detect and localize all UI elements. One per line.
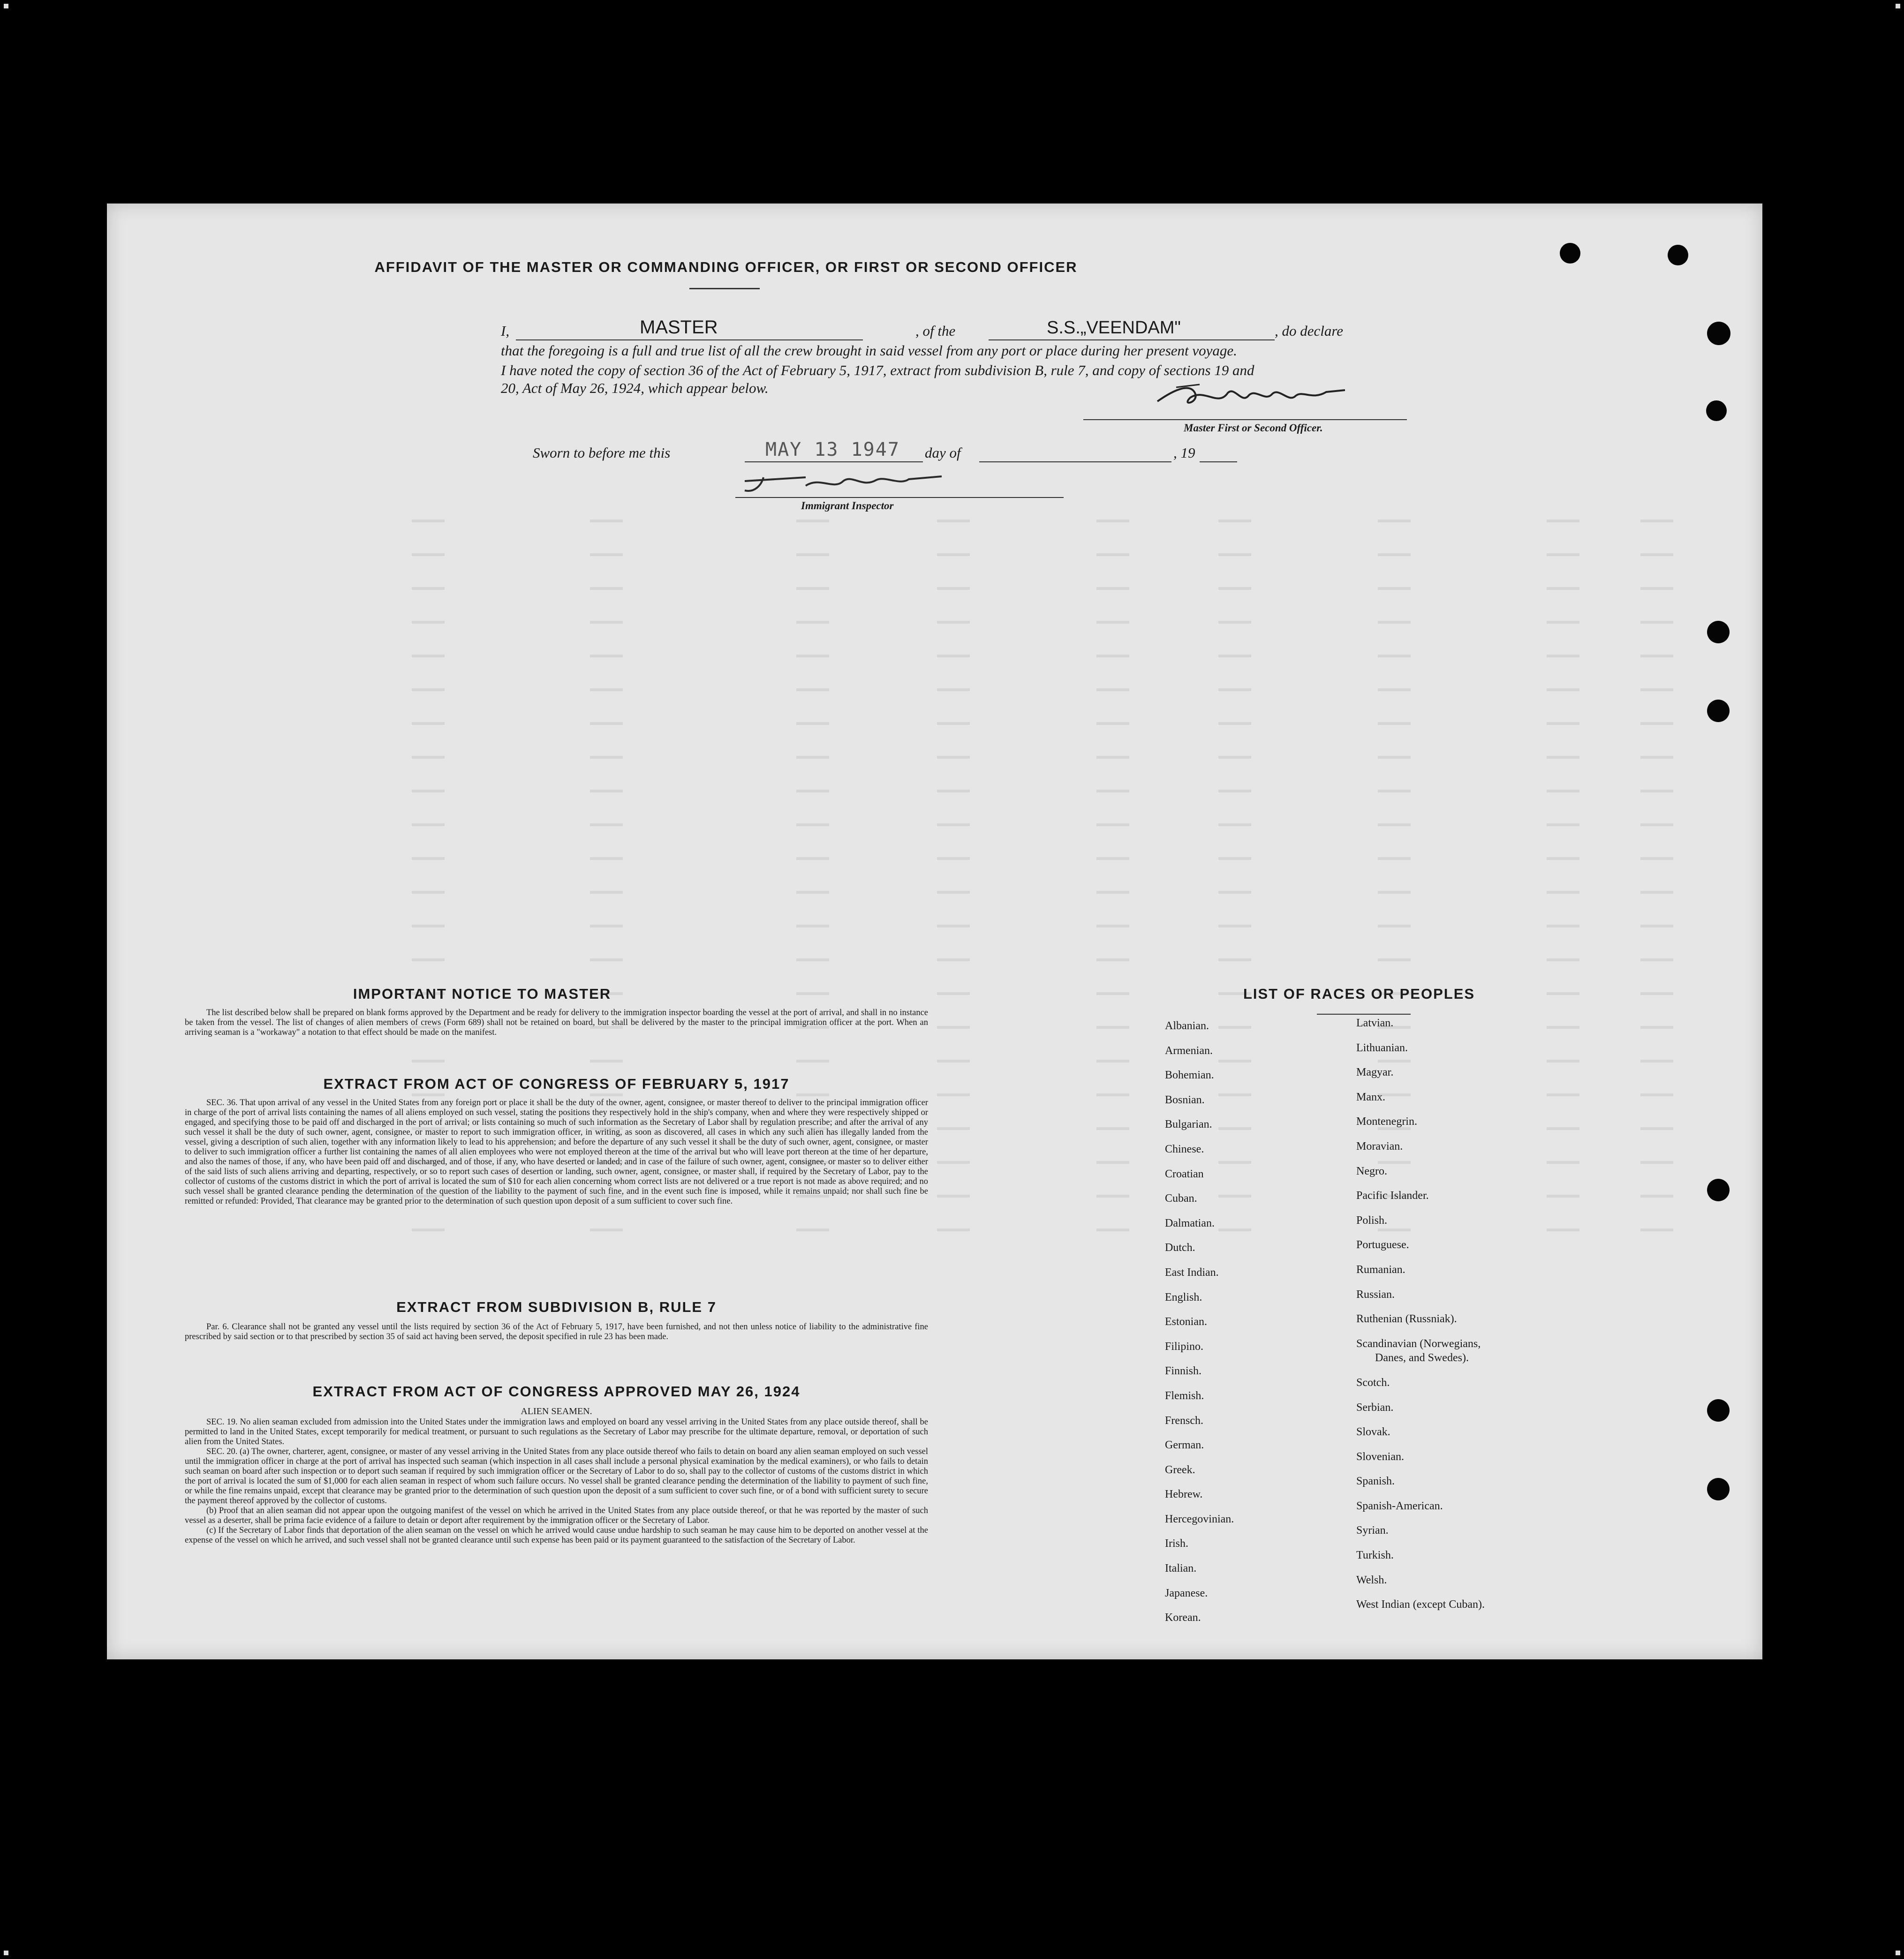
bleed-through-mark bbox=[1096, 790, 1129, 792]
bleed-through-mark bbox=[590, 722, 623, 725]
bleed-through-row bbox=[327, 614, 1767, 633]
bleed-through-mark bbox=[1378, 790, 1411, 792]
bleed-through-mark bbox=[1378, 891, 1411, 894]
bleed-through-mark bbox=[1096, 1060, 1129, 1062]
bleed-through-mark bbox=[796, 1060, 829, 1062]
races-right-column bbox=[1356, 1011, 1485, 1617]
race-item: Lithuanian. bbox=[1356, 1041, 1408, 1054]
extract-1924-title: EXTRACT FROM ACT OF CONGRESS APPROVED MAY 26, 1924 bbox=[312, 1383, 801, 1400]
bleed-through-mark bbox=[1640, 857, 1673, 860]
bleed-through-mark bbox=[796, 823, 829, 826]
punch-hole bbox=[1706, 400, 1727, 421]
bleed-through-mark bbox=[412, 1093, 445, 1096]
bleed-through-mark bbox=[1096, 722, 1129, 725]
race-item: Estonian. bbox=[1165, 1316, 1207, 1328]
bleed-through-mark bbox=[1378, 688, 1411, 691]
notice-text bbox=[185, 1008, 928, 1038]
alien-seamen-subtitle: ALIEN SEAMEN. bbox=[521, 1406, 592, 1417]
bleed-through-row bbox=[327, 1053, 1767, 1072]
bleed-through-mark bbox=[1218, 688, 1251, 691]
bleed-through-mark bbox=[1378, 722, 1411, 725]
race-item: Portuguese. bbox=[1356, 1239, 1409, 1251]
bleed-through-mark bbox=[1218, 587, 1251, 590]
bleed-through-mark bbox=[1547, 621, 1579, 624]
of-the-label: , of the bbox=[915, 323, 956, 339]
race-item: Cuban. bbox=[1165, 1192, 1197, 1205]
document-page bbox=[107, 203, 1762, 1659]
bleed-through-row bbox=[327, 884, 1767, 903]
punch-hole bbox=[1707, 322, 1730, 345]
bleed-through-mark bbox=[1640, 958, 1673, 961]
race-item: Filipino. bbox=[1165, 1340, 1204, 1353]
bleed-through-mark bbox=[937, 1161, 970, 1164]
bleed-through-mark bbox=[412, 655, 445, 657]
bleed-through-mark bbox=[1096, 891, 1129, 894]
bleed-through-mark bbox=[1640, 1060, 1673, 1062]
race-item: Greek. bbox=[1165, 1463, 1195, 1476]
bleed-through-mark bbox=[796, 891, 829, 894]
declaration-i-label: I, bbox=[501, 323, 510, 339]
bleed-through-mark bbox=[1547, 857, 1579, 860]
bleed-through-mark bbox=[412, 1060, 445, 1062]
race-item: Finnish. bbox=[1165, 1365, 1202, 1378]
bleed-through-mark bbox=[1218, 823, 1251, 826]
race-item: West Indian (except Cuban). bbox=[1356, 1598, 1485, 1611]
bleed-through-mark bbox=[1378, 520, 1411, 522]
bleed-through-mark bbox=[937, 1093, 970, 1096]
bleed-through-mark bbox=[1096, 1195, 1129, 1198]
bleed-through-mark bbox=[937, 1060, 970, 1062]
bleed-through-mark bbox=[412, 722, 445, 725]
bleed-through-mark bbox=[412, 553, 445, 556]
bleed-through-mark bbox=[937, 958, 970, 961]
bleed-through-row bbox=[327, 648, 1767, 667]
bleed-through-mark bbox=[796, 621, 829, 624]
bleed-through-mark bbox=[796, 688, 829, 691]
bleed-through-row bbox=[327, 817, 1767, 836]
declaration-line-3: 20, Act of May 26, 1924, which appear below. bbox=[501, 380, 769, 396]
bleed-through-mark bbox=[412, 688, 445, 691]
bleed-through-mark bbox=[937, 1127, 970, 1130]
frame-corner-mark bbox=[1896, 1951, 1900, 1955]
bleed-through-mark bbox=[1096, 1093, 1129, 1096]
race-item: Scandinavian (Norwegians, bbox=[1356, 1337, 1481, 1350]
affidavit-title: AFFIDAVIT OF THE MASTER OR COMMANDING OFFICER, OR FIRST OR SECOND OFFICER bbox=[374, 259, 1078, 275]
race-item: Spanish-American. bbox=[1356, 1499, 1443, 1512]
race-item: German. bbox=[1165, 1439, 1204, 1452]
sec20b-paragraph: (b) Proof that an alien seaman did not appear upon the outgoing manifest of the vessel on which he arrived in the United States from any place outside thereof, or that he was reported by the master of such vessel as a deserter, shall be prima facie evidence of a failure to detain or deport after requirement by the immigration officer or the Secretary of Labor. bbox=[185, 1506, 928, 1525]
master-signature bbox=[1148, 379, 1359, 416]
bleed-through-mark bbox=[590, 553, 623, 556]
bleed-through-mark bbox=[1218, 756, 1251, 759]
bleed-through-mark bbox=[590, 756, 623, 759]
bleed-through-mark bbox=[412, 790, 445, 792]
race-item: Serbian. bbox=[1356, 1401, 1394, 1414]
extract-1924-text bbox=[185, 1406, 928, 1545]
race-item: Manx. bbox=[1356, 1091, 1385, 1103]
bleed-through-mark bbox=[412, 756, 445, 759]
bleed-through-mark bbox=[1096, 655, 1129, 657]
race-item: Chinese. bbox=[1165, 1143, 1204, 1155]
bleed-through-mark bbox=[1640, 1127, 1673, 1130]
bleed-through-mark bbox=[1547, 925, 1579, 927]
rank-underline bbox=[516, 339, 863, 340]
bleed-through-mark bbox=[1096, 553, 1129, 556]
race-item: Welsh. bbox=[1356, 1574, 1387, 1586]
punch-hole bbox=[1707, 621, 1730, 643]
bleed-through-mark bbox=[590, 655, 623, 657]
race-item: Japanese. bbox=[1165, 1587, 1208, 1599]
bleed-through-mark bbox=[1640, 1093, 1673, 1096]
bleed-through-row bbox=[327, 682, 1767, 701]
bleed-through-mark bbox=[1096, 1228, 1129, 1231]
punch-hole bbox=[1560, 243, 1580, 264]
bleed-through-mark bbox=[1640, 1195, 1673, 1198]
declaration-line-2: I have noted the copy of section 36 of the Act of February 5, 1917, extract from subdivision B, rule 7, and copy of sections 19 and bbox=[501, 362, 1254, 378]
bleed-through-mark bbox=[937, 891, 970, 894]
bleed-through-mark bbox=[796, 655, 829, 657]
bleed-through-mark bbox=[796, 992, 829, 995]
bleed-through-mark bbox=[412, 958, 445, 961]
bleed-through-mark bbox=[1378, 756, 1411, 759]
bleed-through-mark bbox=[1378, 823, 1411, 826]
month-underline bbox=[979, 461, 1171, 462]
bleed-through-mark bbox=[1547, 1026, 1579, 1029]
bleed-through-mark bbox=[1218, 722, 1251, 725]
race-item: Magyar. bbox=[1356, 1066, 1394, 1079]
bleed-through-mark bbox=[1096, 756, 1129, 759]
bleed-through-mark bbox=[1547, 1195, 1579, 1198]
bleed-through-row bbox=[327, 918, 1767, 937]
race-item: Bosnian. bbox=[1165, 1093, 1205, 1106]
bleed-through-mark bbox=[937, 790, 970, 792]
vessel-typed: S.S.„VEENDAM" bbox=[1047, 318, 1181, 338]
bleed-through-mark bbox=[1640, 553, 1673, 556]
bleed-through-mark bbox=[1640, 992, 1673, 995]
inspector-caption: Immigrant Inspector bbox=[801, 500, 894, 512]
bleed-through-mark bbox=[1640, 925, 1673, 927]
race-item: Bulgarian. bbox=[1165, 1118, 1212, 1131]
bleed-through-mark bbox=[412, 925, 445, 927]
bleed-through-mark bbox=[590, 621, 623, 624]
race-item: Flemish. bbox=[1165, 1389, 1204, 1402]
races-title: LIST OF RACES OR PEOPLES bbox=[1243, 986, 1475, 1002]
year-underline bbox=[1200, 461, 1237, 462]
bleed-through-mark bbox=[412, 621, 445, 624]
notice-paragraph: The list described below shall be prepared on blank forms approved by the Department and be ready for delivery to the immigration inspector boarding the vessel at the port of arrival, and shall in no instance be taken from the vessel. The list of changes of alien members of crews (Form 689) shall not be retained on board, but shall be delivered by the master to the principal immigration officer at the port. When an arriving seaman is a "workaway" a notation to that effect should be made on the manifest. bbox=[185, 1008, 928, 1037]
bleed-through-mark bbox=[590, 925, 623, 927]
race-item: Irish. bbox=[1165, 1537, 1188, 1550]
bleed-through-mark bbox=[1640, 1026, 1673, 1029]
bleed-through-mark bbox=[1378, 925, 1411, 927]
bleed-through-mark bbox=[937, 520, 970, 522]
frame-corner-mark bbox=[4, 1951, 8, 1955]
punch-hole bbox=[1707, 700, 1730, 722]
bleed-through-mark bbox=[1547, 587, 1579, 590]
bleed-through-mark bbox=[1218, 520, 1251, 522]
extract-1917-text bbox=[185, 1098, 928, 1206]
bleed-through-mark bbox=[1547, 722, 1579, 725]
race-item: Negro. bbox=[1356, 1165, 1387, 1177]
bleed-through-mark bbox=[590, 688, 623, 691]
sec19-paragraph: SEC. 19. No alien seaman excluded from admission into the United States under the immigration laws and employed on board any vessel arriving in the United States from any place outside thereof, shall be permitted to land in the United States, except temporarily for medical treatment, or pursuant to such regulations as the Secretary of Labor may prescribe for the ultimate departure, removal, or deportation of such alien from the United States. bbox=[185, 1417, 928, 1447]
sec20a-paragraph: SEC. 20. (a) The owner, charterer, agent, consignee, or master of any vessel arriving in the United States from any place outside thereof who fails to detain on board any alien seaman employed on such vessel until the immigration officer in charge at the port of arrival has inspected such seaman (which inspection in all cases shall include a personal physical examination by the medical examiners), or who fails to detain such seaman on board after such inspection or to deport such seaman if required by such immigration officer or the Secretary of Labor to do so, shall pay to the collector of customs of the customs district in which the port of arrival is located the sum of $1,000 for each alien seaman in respect of whom such failure occurs. No vessel shall be granted clearance pending the determination of the liability to payment of such fine, or while the fine remains unpaid, except that clearance may be granted prior to the determination of such question upon the deposit of a sum sufficient to cover such fine, or of a bond with sufficient surety to secure the payment thereof approved by the collector of customs. bbox=[185, 1447, 928, 1506]
race-item: Turkish. bbox=[1356, 1549, 1394, 1562]
bleed-through-mark bbox=[1640, 688, 1673, 691]
bleed-through-mark bbox=[1218, 790, 1251, 792]
bleed-through-mark bbox=[937, 688, 970, 691]
bleed-through-mark bbox=[1547, 1228, 1579, 1231]
bleed-through-mark bbox=[796, 1093, 829, 1096]
bleed-through-mark bbox=[1547, 1127, 1579, 1130]
bleed-through-mark bbox=[1218, 655, 1251, 657]
bleed-through-row bbox=[327, 749, 1767, 768]
rank-typed: MASTER bbox=[640, 317, 718, 338]
bleed-through-mark bbox=[937, 992, 970, 995]
race-item: Albanian. bbox=[1165, 1020, 1209, 1032]
vessel-underline bbox=[989, 339, 1275, 340]
bleed-through-mark bbox=[796, 520, 829, 522]
race-item: Scotch. bbox=[1356, 1376, 1390, 1389]
bleed-through-row bbox=[327, 513, 1767, 532]
sworn-date-underline bbox=[745, 461, 923, 462]
bleed-through-mark bbox=[1096, 1026, 1129, 1029]
bleed-through-mark bbox=[1547, 823, 1579, 826]
bleed-through-mark bbox=[1640, 790, 1673, 792]
bleed-through-row bbox=[327, 783, 1767, 802]
title-rule bbox=[689, 288, 760, 289]
bleed-through-mark bbox=[796, 756, 829, 759]
frame-corner-mark bbox=[1896, 4, 1900, 8]
bleed-through-mark bbox=[937, 756, 970, 759]
bleed-through-mark bbox=[796, 925, 829, 927]
race-item: Italian. bbox=[1165, 1562, 1197, 1575]
bleed-through-mark bbox=[1640, 655, 1673, 657]
bleed-through-mark bbox=[937, 553, 970, 556]
bleed-through-mark bbox=[1640, 621, 1673, 624]
race-item: English. bbox=[1165, 1291, 1202, 1303]
sworn-label: Sworn to before me this bbox=[533, 445, 671, 461]
extract-1917-title: EXTRACT FROM ACT OF CONGRESS OF FEBRUARY 5, 1917 bbox=[323, 1076, 790, 1092]
race-item: Slovak. bbox=[1356, 1426, 1390, 1439]
race-item: Montenegrin. bbox=[1356, 1115, 1417, 1128]
bleed-through-mark bbox=[590, 520, 623, 522]
sec20c-paragraph: (c) If the Secretary of Labor finds that deportation of the alien seaman on the vessel on which he arrived would cause undue hardship to such seaman he may cause him to be deported on another vessel at the expense of the vessel on which he arrived, and such vessel shall not be granted clearance until such expense has been paid or its payment guaranteed to the satisfaction of the Secretary of Labor. bbox=[185, 1526, 928, 1545]
race-item: Frensch. bbox=[1165, 1414, 1203, 1427]
bleed-through-mark bbox=[1096, 823, 1129, 826]
bleed-through-mark bbox=[937, 722, 970, 725]
bleed-through-mark bbox=[1378, 621, 1411, 624]
bleed-through-mark bbox=[1218, 621, 1251, 624]
race-item: Korean. bbox=[1165, 1612, 1201, 1624]
bleed-through-mark bbox=[937, 857, 970, 860]
race-item: Dutch. bbox=[1165, 1242, 1195, 1254]
bleed-through-mark bbox=[1218, 891, 1251, 894]
race-item: Syrian. bbox=[1356, 1524, 1389, 1537]
bleed-through-mark bbox=[590, 857, 623, 860]
sec36-paragraph: SEC. 36. That upon arrival of any vessel in the United States from any foreign port or place it shall be the duty of the owner, agent, consignee, or master thereof to deliver to the principal immigration officer in charge of the port of arrival lists containing the names of all aliens employed on such vessel, stating the positions they respectively hold in the ship's company, when and where they were respectively shipped or engaged, and specifying those to be paid off and discharged in the port of arrival; or lists containing so much of such information as the Secretary of Labor shall by regulation prescribe; and after the arrival of any such vessel it shall be the duty of such owner, agent, consignee, or master to report to such immigration officer, in writing, as soon as discovered, all cases in which any such alien has illegally landed from the vessel, giving a description of such alien, together with any information likely to lead to his apprehension; and before the departure of any such vessel it shall be the duty of such owner, agent, consignee, or master to deliver to such immigration officer a further list containing the names of all alien employees who were not employed thereon at the time of the arrival but who will leave port thereon at the time of her departure, and also the names of those, if any, who have been paid off and discharged, and of those, if any, who have deserted or landed; and in case of the failure of such owner, agent, consignee, or master so to deliver either of the said lists of such aliens arriving and departing, respectively, or so to report such cases of desertion or landing, such owner, agent, consignee, or master shall, if required by the Secretary of Labor, pay to the collector of customs of the customs district in which the port of arrival is located the sum of $10 for each alien concerning whom correct lists are not delivered or a true report is not made as above required; and no such vessel shall be granted clearance pending the determination of the question of the liability to the payment of such fine, and in the event such fine is imposed, while it remains unpaid; nor shall such fine be remitted or refunded: Provided, That clearance may be granted prior to the determination of such question upon deposit of a sum sufficient to cover such fine. bbox=[185, 1098, 928, 1206]
bleed-through-mark bbox=[1218, 958, 1251, 961]
rule7-paragraph: Par. 6. Clearance shall not be granted any vessel until the lists required by section 36 of the Act of February 5, 1917, have been furnished, and not then unless notice of liability to the administrative fine prescribed by said section or to that prescribed by section 35 of said act having been served, the deposit specified in rule 23 has been made. bbox=[185, 1322, 928, 1341]
bleed-through-mark bbox=[1096, 1127, 1129, 1130]
bleed-through-mark bbox=[1096, 925, 1129, 927]
race-item: Polish. bbox=[1356, 1214, 1388, 1227]
bleed-through-mark bbox=[1096, 688, 1129, 691]
bleed-through-mark bbox=[1547, 891, 1579, 894]
race-item: Armenian. bbox=[1165, 1044, 1213, 1057]
bleed-through-mark bbox=[796, 790, 829, 792]
bleed-through-mark bbox=[1547, 553, 1579, 556]
race-item: Danes, and Swedes). bbox=[1375, 1352, 1469, 1364]
bleed-through-row bbox=[327, 851, 1767, 869]
bleed-through-mark bbox=[590, 1060, 623, 1062]
bleed-through-mark bbox=[1378, 587, 1411, 590]
bleed-through-mark bbox=[590, 891, 623, 894]
bleed-through-mark bbox=[1547, 1060, 1579, 1062]
bleed-through-mark bbox=[412, 891, 445, 894]
bleed-through-row bbox=[327, 716, 1767, 734]
bleed-through-mark bbox=[1640, 756, 1673, 759]
bleed-through-mark bbox=[937, 621, 970, 624]
bleed-through-mark bbox=[1547, 1161, 1579, 1164]
bleed-through-mark bbox=[796, 1228, 829, 1231]
bleed-through-mark bbox=[937, 587, 970, 590]
bleed-through-mark bbox=[1096, 520, 1129, 522]
bleed-through-row bbox=[327, 1222, 1767, 1241]
bleed-through-mark bbox=[412, 857, 445, 860]
bleed-through-mark bbox=[590, 587, 623, 590]
bleed-through-mark bbox=[1096, 958, 1129, 961]
race-item: Moravian. bbox=[1356, 1140, 1403, 1153]
bleed-through-mark bbox=[1547, 688, 1579, 691]
bleed-through-mark bbox=[796, 553, 829, 556]
master-caption: Master First or Second Officer. bbox=[1184, 422, 1323, 434]
race-item: Latvian. bbox=[1356, 1017, 1394, 1029]
bleed-through-mark bbox=[1640, 587, 1673, 590]
bleed-through-mark bbox=[937, 823, 970, 826]
day-of-label: day of bbox=[925, 445, 961, 461]
race-item: Spanish. bbox=[1356, 1475, 1395, 1488]
bleed-through-mark bbox=[412, 1228, 445, 1231]
bleed-through-mark bbox=[1547, 790, 1579, 792]
bleed-through-mark bbox=[412, 587, 445, 590]
bleed-through-mark bbox=[1640, 722, 1673, 725]
year-prefix: , 19 bbox=[1173, 445, 1195, 461]
race-item: Hercegovinian. bbox=[1165, 1513, 1234, 1525]
race-item: Hebrew. bbox=[1165, 1488, 1203, 1501]
bleed-through-mark bbox=[796, 857, 829, 860]
bleed-through-mark bbox=[1096, 857, 1129, 860]
race-item: Bohemian. bbox=[1165, 1069, 1214, 1082]
bleed-through-mark bbox=[590, 823, 623, 826]
bleed-through-mark bbox=[412, 520, 445, 522]
bleed-through-mark bbox=[590, 790, 623, 792]
race-item: East Indian. bbox=[1165, 1266, 1219, 1279]
races-left-column bbox=[1165, 1014, 1234, 1630]
bleed-through-mark bbox=[1378, 655, 1411, 657]
bleed-through-mark bbox=[1218, 925, 1251, 927]
race-item: Slovenian. bbox=[1356, 1450, 1404, 1463]
race-item: Pacific Islander. bbox=[1356, 1190, 1429, 1202]
bleed-through-row bbox=[327, 952, 1767, 971]
bleed-through-mark bbox=[937, 655, 970, 657]
punch-hole bbox=[1707, 1179, 1730, 1201]
rule7-title: EXTRACT FROM SUBDIVISION B, RULE 7 bbox=[396, 1299, 717, 1315]
bleed-through-mark bbox=[1640, 891, 1673, 894]
sworn-date-stamp: MAY 13 1947 bbox=[765, 439, 900, 460]
punch-hole bbox=[1707, 1399, 1730, 1422]
bleed-through-mark bbox=[796, 722, 829, 725]
bleed-through-mark bbox=[1547, 1093, 1579, 1096]
bleed-through-mark bbox=[1547, 992, 1579, 995]
bleed-through-mark bbox=[937, 925, 970, 927]
bleed-through-mark bbox=[1547, 655, 1579, 657]
bleed-through-mark bbox=[937, 1195, 970, 1198]
race-item: Ruthenian (Russniak). bbox=[1356, 1313, 1457, 1326]
bleed-through-mark bbox=[412, 823, 445, 826]
bleed-through-mark bbox=[1378, 553, 1411, 556]
bleed-through-mark bbox=[1640, 1228, 1673, 1231]
bleed-through-mark bbox=[796, 587, 829, 590]
bleed-through-mark bbox=[1547, 756, 1579, 759]
bleed-through-mark bbox=[1096, 621, 1129, 624]
bleed-through-mark bbox=[590, 1093, 623, 1096]
race-item: Rumanian. bbox=[1356, 1263, 1405, 1276]
bleed-through-mark bbox=[1378, 857, 1411, 860]
bleed-through-mark bbox=[590, 958, 623, 961]
bleed-through-mark bbox=[1640, 823, 1673, 826]
inspector-signature-line bbox=[735, 497, 1064, 498]
punch-hole bbox=[1668, 245, 1688, 265]
notice-title: IMPORTANT NOTICE TO MASTER bbox=[353, 986, 612, 1002]
punch-hole bbox=[1707, 1478, 1730, 1500]
bleed-through-mark bbox=[937, 1026, 970, 1029]
frame-corner-mark bbox=[4, 4, 8, 8]
bleed-through-row bbox=[327, 547, 1767, 565]
rule7-text bbox=[185, 1322, 928, 1342]
bleed-through-mark bbox=[1547, 958, 1579, 961]
bleed-through-mark bbox=[1218, 857, 1251, 860]
bleed-through-mark bbox=[1096, 992, 1129, 995]
bleed-through-mark bbox=[1096, 1161, 1129, 1164]
bleed-through-mark bbox=[1547, 520, 1579, 522]
bleed-through-mark bbox=[1640, 1161, 1673, 1164]
bleed-through-mark bbox=[1640, 520, 1673, 522]
bleed-through-mark bbox=[1378, 958, 1411, 961]
bleed-through-mark bbox=[1096, 587, 1129, 590]
bleed-through-mark bbox=[937, 1228, 970, 1231]
bleed-through-mark bbox=[1218, 553, 1251, 556]
declaration-line-1: that the foregoing is a full and true list of all the crew brought in said vessel from any port or place during her present voyage. bbox=[501, 342, 1237, 359]
race-item: Croatian bbox=[1165, 1168, 1204, 1180]
do-declare-label: , do declare bbox=[1275, 323, 1344, 339]
master-signature-line bbox=[1083, 419, 1407, 420]
race-item: Dalmatian. bbox=[1165, 1217, 1215, 1229]
inspector-signature bbox=[735, 467, 951, 500]
bleed-through-row bbox=[327, 580, 1767, 599]
bleed-through-mark bbox=[590, 1228, 623, 1231]
race-item: Russian. bbox=[1356, 1288, 1395, 1301]
bleed-through-mark bbox=[796, 958, 829, 961]
